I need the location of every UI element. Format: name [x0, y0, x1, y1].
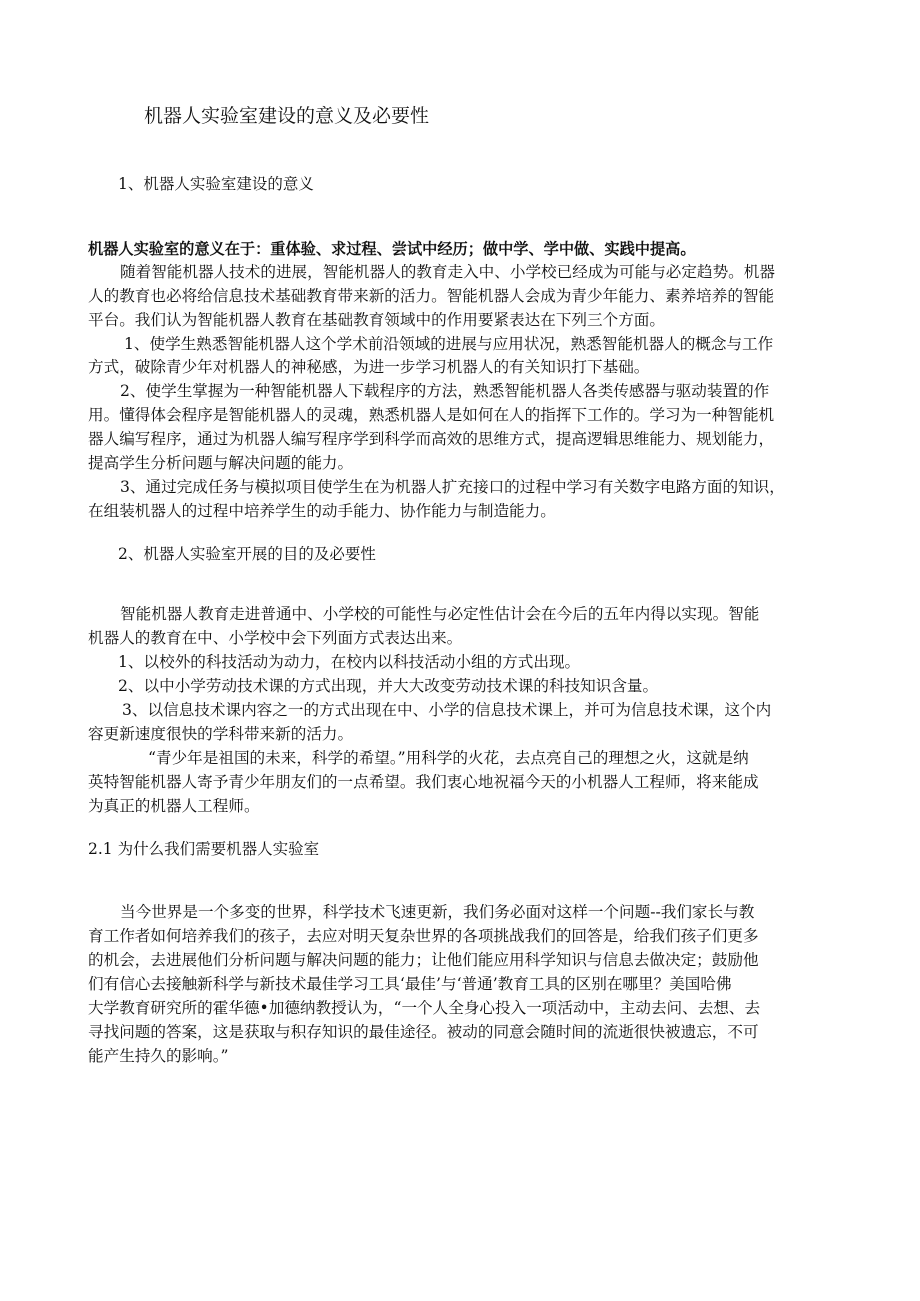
section-1-heading: 1、机器人实验室建设的意义: [118, 175, 314, 193]
document-title: 机器人实验室建设的意义及必要性: [144, 105, 430, 127]
list-item-3: 3、通过完成任务与模拟项目使学生在为机器人扩充接口的过程中学习有关数字电路方面的知识，: [120, 478, 785, 496]
summary-bold-line: 机器人实验室的意义在于：重体验、求过程、尝试中经历；做中学、学中做、实践中提高。: [88, 240, 696, 258]
list-item-2-cont: 器人编写程序，通过为机器人编写程序学到科学而高效的思维方式，提高逻辑思维能力、规划能力，: [88, 430, 775, 448]
quote-line: “青少年是祖国的未来，科学的希望。”用科学的火花，去点亮自己的理想之火，这就是纳: [148, 749, 749, 767]
paragraph-line: 大学教育研究所的霍华德•加德纳教授认为，“一个人全身心投入一项活动中，主动去问、去想、去: [88, 999, 761, 1017]
quote-line: 为真正的机器人工程师。: [88, 797, 260, 815]
section-2-1-heading: 2.1 为什么我们需要机器人实验室: [88, 840, 320, 858]
paragraph-line: 育工作者如何培养我们的孩子，去应对明天复杂世界的各项挑战我们的回答是，给我们孩子们更多: [88, 927, 759, 945]
paragraph-line: 平台。我们认为智能机器人教育在基础教育领域中的作用要紧表达在下列三个方面。: [88, 311, 665, 329]
paragraph-line: 的机会，去进展他们分析问题与解决问题的能力；让他们能应用科学知识与信息去做决定；鼓励他: [88, 951, 759, 969]
list-item-cont: 容更新速度很快的学科带来新的活力。: [88, 725, 354, 743]
list-item-3-cont: 在组装机器人的过程中培养学生的动手能力、协作能力与制造能力。: [88, 502, 556, 520]
paragraph-line: 智能机器人教育走进普通中、小学校的可能性与必定性估计会在今后的五年内得以实现。智能: [120, 605, 760, 623]
quote-line: 英特智能机器人寄予青少年朋友们的一点希望。我们衷心地祝福今天的小机器人工程师，将来能成: [88, 773, 759, 791]
list-item: 3、以信息技术课内容之一的方式出现在中、小学的信息技术课上，并可为信息技术课，这个内: [122, 701, 772, 719]
list-item-1: 1、使学生熟悉智能机器人这个学术前沿领域的进展与应用状况，熟悉智能机器人的概念与工作: [124, 335, 774, 353]
paragraph-line: 机器人的教育在中、小学校中会下列面方式表达出来。: [88, 629, 463, 647]
list-item-2: 2、使学生掌握为一种智能机器人下载程序的方法，熟悉智能机器人各类传感器与驱动装置的作: [120, 382, 770, 400]
paragraph-line: 当今世界是一个多变的世界，科学技术飞速更新，我们务必面对这样一个问题--我们家长与教: [120, 903, 755, 921]
paragraph-line: 随着智能机器人技术的进展，智能机器人的教育走入中、小学校已经成为可能与必定趋势。机器: [120, 263, 775, 281]
list-item-1-cont: 方式，破除青少年对机器人的神秘感，为进一步学习机器人的有关知识打下基础。: [88, 358, 650, 376]
list-item-2-cont: 用。懂得体会程序是智能机器人的灵魂，熟悉机器人是如何在人的指挥下工作的。学习为一种智能机: [88, 406, 775, 424]
paragraph-line: 人的教育也必将给信息技术基础教育带来新的活力。智能机器人会成为青少年能力、素养培养的智能: [88, 287, 775, 305]
list-item-2-cont: 提高学生分析问题与解决问题的能力。: [88, 454, 354, 472]
list-item: 2、以中小学劳动技术课的方式出现，并大大改变劳动技术课的科技知识含量。: [118, 677, 659, 695]
section-2-heading: 2、机器人实验室开展的目的及必要性: [118, 545, 376, 563]
paragraph-line: 能产生持久的影响。”: [88, 1047, 229, 1065]
paragraph-line: 寻找问题的答案，这是获取与积存知识的最佳途径。被动的同意会随时间的流逝很快被遗忘，不可: [88, 1023, 759, 1041]
list-item: 1、以校外的科技活动为动力，在校内以科技活动小组的方式出现。: [118, 653, 581, 671]
paragraph-line: 们有信心去接触新科学与新技术最佳学习工具‘最佳’与‘普通’教育工具的区别在哪里？美国哈佛: [88, 975, 732, 993]
